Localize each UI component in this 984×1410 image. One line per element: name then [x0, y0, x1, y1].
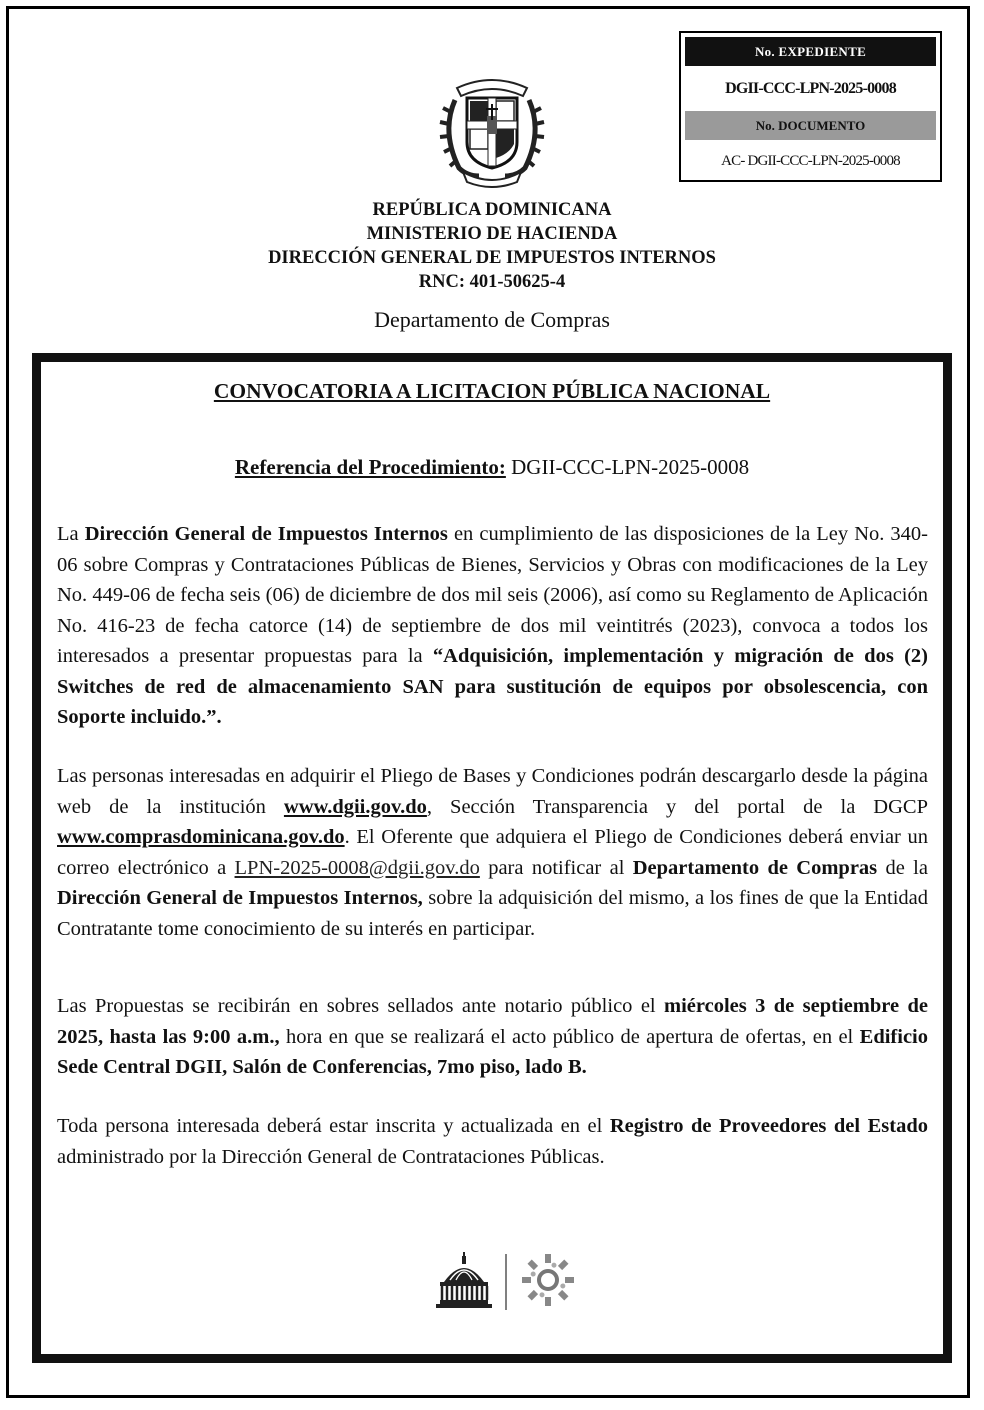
p3-text-1: Las Propuestas se recibirán en sobres sellados ante notario público el — [57, 995, 665, 1017]
coat-of-arms-icon — [437, 72, 547, 188]
sun-burst-logo-icon — [522, 1254, 574, 1306]
p2-bold-entity: Dirección General de Impuestos Internos, — [57, 887, 423, 909]
p3-bold-date: miércoles 3 de septiembre de 2025, hasta las 9:00 a.m., — [57, 995, 928, 1048]
footer-logos — [432, 1250, 582, 1314]
reference-label: Referencia del Procedimiento: — [234, 455, 506, 479]
documento-value: AC- DGII-CCC-LPN-2025-0008 — [721, 152, 900, 169]
p1-bold-entity: Dirección General de Impuestos Internos — [84, 523, 448, 545]
header-ministry: MINISTERIO DE HACIENDA — [366, 224, 618, 244]
p4-text-2: administrado por la Dirección General de Contrataciones Públicas. — [57, 1145, 605, 1168]
p2-bold-department: Departamento de Compras — [632, 856, 878, 879]
p2-text-1: Las personas interesadas en adquirir el Pliego de Bases y Condiciones podrán descargarlo desde la página web de la institución — [57, 765, 928, 818]
p3-text-2: hora en que se realizará el acto público de apertura de ofertas, en el — [279, 1025, 860, 1048]
p4-text-1: Toda persona interesada deberá estar inscrita y actualizada en el — [57, 1115, 610, 1137]
p3-bold-location: Edificio Sede Central DGII, Salón de Conferencias, 7mo piso, lado B. — [57, 1025, 928, 1078]
p2-text-3: . El Oferente que adquiera el Pliego de Condiciones deberá enviar un correo electrónico a — [57, 826, 928, 879]
header-country: REPÚBLICA DOMINICANA — [372, 200, 612, 220]
p1-text-1: La — [57, 523, 85, 545]
reference-value: DGII-CCC-LPN-2025-0008 — [511, 455, 750, 479]
paragraph-convocation — [57, 519, 928, 733]
p2-text-4: para notificar al — [479, 856, 633, 879]
email-link[interactable]: LPN-2025-0008@dgii.gov.do — [234, 856, 480, 879]
paragraph-proposals — [57, 991, 928, 1083]
government-dome-icon — [436, 1252, 492, 1308]
paragraph-download — [57, 761, 928, 944]
p1-text-2: en cumplimiento de las disposiciones de la Ley No. 340-06 sobre Compras y Contrataciones Públicas de Bienes, Servicios y Obras con modificaciones de la Ley No. 449-06 de fecha seis (06) de diciembre de dos mil seis (2006), así como su Reglamento de Aplicación No. 416-23 de fecha catorce (14) de septiembre de dos mil veintitrés (2023), convoca a todos los interesados a presentar propuestas para la — [57, 523, 929, 667]
department-name: Departamento de Compras — [374, 307, 610, 332]
p2-text-2: , Sección Transparencia y del portal de la DGCP — [426, 795, 928, 818]
p4-bold-registry: Registro de Proveedores del Estado — [609, 1115, 928, 1137]
header-directorate: DIRECCIÓN GENERAL DE IMPUESTOS INTERNOS — [268, 248, 716, 268]
header-rnc: RNC: 401-50625-4 — [418, 272, 566, 292]
p1-bold-object: “Adquisición, implementación y migración de dos (2) Switches de red de almacenamiento SAN para sustitución de equipos por obsolescencia, con Soporte incluido.”. — [57, 645, 928, 728]
header-block — [0, 198, 984, 294]
notice-title: CONVOCATORIA A LICITACION PÚBLICA NACIONAL — [213, 379, 771, 403]
expediente-box — [679, 31, 942, 182]
documento-label: No. DOCUMENTO — [685, 111, 936, 140]
procedure-reference — [0, 455, 984, 480]
dgcp-portal-link[interactable]: www.comprasdominicana.gov.do — [57, 826, 345, 848]
paragraph-registry — [57, 1111, 928, 1172]
expediente-value: DGII-CCC-LPN-2025-0008 — [725, 80, 896, 97]
p2-text-6: sobre la adquisición del mismo, a los fines de que la Entidad Contratante tome conocimiento de su interés en participar. — [57, 887, 928, 940]
p2-text-5: de la — [877, 856, 928, 879]
dgii-website-link[interactable]: www.dgii.gov.do — [283, 795, 427, 818]
expediente-label: No. EXPEDIENTE — [685, 37, 936, 66]
